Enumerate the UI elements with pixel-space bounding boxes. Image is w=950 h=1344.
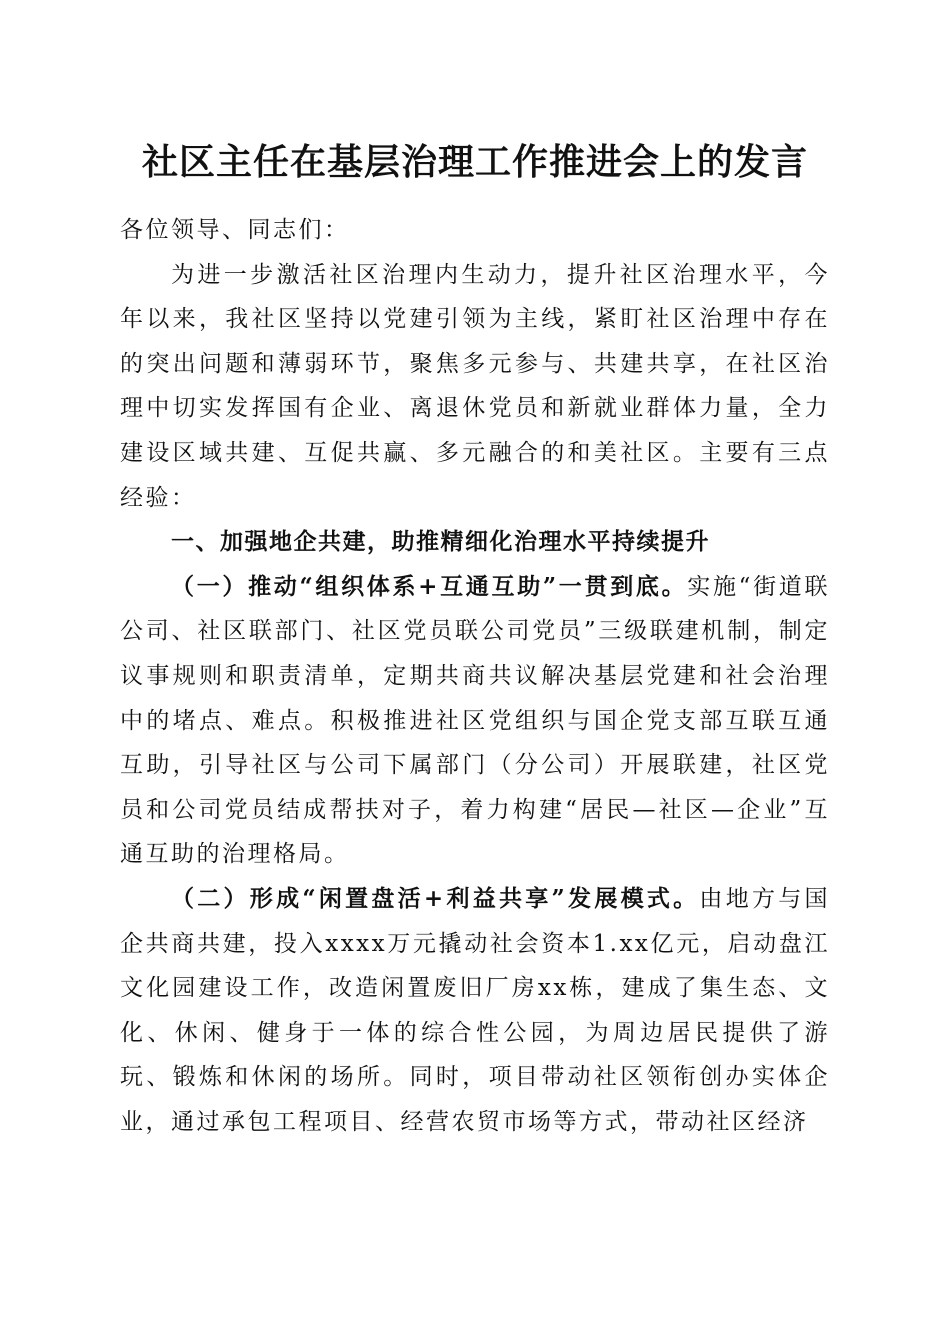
document-body [120, 208, 830, 1144]
salutation: 各位领导、同志们： [120, 217, 350, 243]
paragraph-1-1-text: 实施“街道联公司、社区联部门、社区党员联公司党员”三级联建机制，制定议事规则和职责清单，定期共商共议解决基层党建和社会治理中的堵点、难点。积极推进社区党组织与国企党支部互联互通互助，引导社区与公司下属部门（分公司）开展联建，社区党员和公司党员结成帮扶对子，着力构建“居民—社区—企业”互通互助的治理格局。 [120, 573, 831, 868]
section-heading-1: 一、加强地企共建，助推精细化治理水平持续提升 [171, 529, 710, 556]
subheading-1-1: （一）推动“组织体系+互通互助”一贯到底。 [171, 572, 688, 600]
paragraph-1-2 [120, 877, 830, 1145]
paragraph-1-1 [120, 565, 830, 877]
document-title: 社区主任在基层治理工作推进会上的发言 [141, 141, 808, 183]
subheading-1-2: （二）形成“闲置盘活+利益共享”发展模式。 [171, 884, 700, 912]
intro-paragraph: 为进一步激活社区治理内生动力，提升社区治理水平，今年以来，我社区坚持以党建引领为主线，紧盯社区治理中存在的突出问题和薄弱环节，聚焦多元参与、共建共享，在社区治理中切实发挥国有企业、离退休党员和新就业群体力量，全力建设区域共建、互促共赢、多元融合的和美社区。主要有三点经验： [120, 261, 830, 511]
paragraph-1-2-text: 由地方与国企共商共建，投入xxxx万元撬动社会资本1.xx亿元，启动盘江文化园建设工作，改造闲置废旧厂房xx栋，建成了集生态、文化、休闲、健身于一体的综合性公园，为周边居民提供了游玩、锻炼和休闲的场所。同时，项目带动社区领衔创办实体企业，通过承包工程项目、经营农贸市场等方式，带动社区经济 [120, 885, 831, 1135]
